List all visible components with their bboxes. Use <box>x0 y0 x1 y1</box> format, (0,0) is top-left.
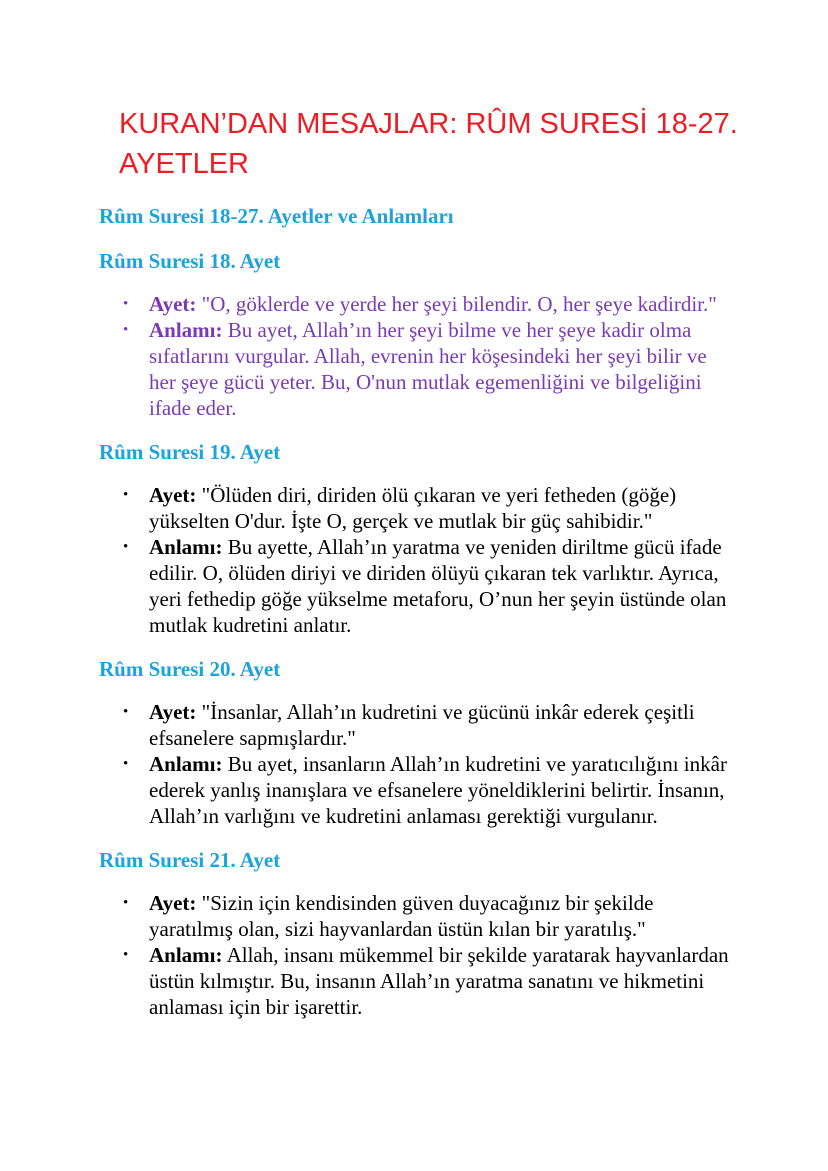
ayet-text: "Sizin için kendisinden güven duyacağınız bir şekilde yaratılmış olan, sizi hayvanlardan üstün kılan bir yaratılış." <box>149 891 654 941</box>
list-item-anlam <box>99 942 738 1020</box>
ayet-text: "O, göklerde ve yerde her şeyi bilendir. O, her şeye kadirdir." <box>196 292 717 316</box>
list-item-anlam <box>99 534 738 638</box>
ayet-label: Ayet: <box>149 700 197 724</box>
section-heading-21: Rûm Suresi 21. Ayet <box>99 848 281 872</box>
anlam-text: Bu ayet, insanların Allah’ın kudretini ve yaratıcılığını inkâr ederek yanlış inanışlara ve efsanelere yöneldiklerini belirtir. İnsanın, Allah’ın varlığını ve kudretini anlaması gerektiği vurgulanır. <box>149 752 727 828</box>
anlam-text: Allah, insanı mükemmel bir şekilde yaratarak hayvanlardan üstün kılmıştır. Bu, insanın Allah’ın yaratma sanatını ve hikmetini anlaması için bir işarettir. <box>149 943 729 1019</box>
anlam-text: Bu ayette, Allah’ın yaratma ve yeniden diriltme gücü ifade edilir. O, ölüden diriyi ve diriden ölüyü çıkaran tek varlıktır. Ayrıca, yeri fethedip göğe yükselme metaforu, O’nun her şeyin üstünde olan mutlak kudretini anlatır. <box>149 535 727 637</box>
section-list-18 <box>99 291 738 421</box>
list-item-ayet <box>99 890 738 942</box>
anlam-label: Anlamı: <box>149 535 223 559</box>
ayet-label: Ayet: <box>149 891 197 915</box>
bullet-icon: • <box>123 296 129 312</box>
section-list-19 <box>99 482 738 638</box>
ayet-text: "İnsanlar, Allah’ın kudretini ve gücünü inkâr ederek çeşitli efsanelere sapmışlardır." <box>149 700 695 750</box>
section-heading-18: Rûm Suresi 18. Ayet <box>99 249 281 273</box>
bullet-icon: • <box>123 895 129 911</box>
ayet-label: Ayet: <box>149 292 197 316</box>
main-heading: Rûm Suresi 18-27. Ayetler ve Anlamları <box>99 204 454 228</box>
anlam-text: Bu ayet, Allah’ın her şeyi bilme ve her şeye kadir olma sıfatlarını vurgular. Allah, evrenin her köşesindeki her şeyi bilir ve her şeye gücü yeter. Bu, O'nun mutlak egemenliğini ve bilgeliğini ifade eder. <box>149 318 707 420</box>
bullet-icon: • <box>123 756 129 772</box>
ayet-label: Ayet: <box>149 483 197 507</box>
bullet-icon: • <box>123 539 129 555</box>
list-item-ayet <box>99 699 738 751</box>
document-title: KURAN’DAN MESAJLAR: RÛM SURESİ 18-27. AYETLER <box>119 108 738 180</box>
list-item-ayet <box>99 291 738 317</box>
bullet-icon: • <box>123 704 129 720</box>
bullet-icon: • <box>123 947 129 963</box>
bullet-icon: • <box>123 322 129 338</box>
section-list-21 <box>99 890 738 1020</box>
anlam-label: Anlamı: <box>149 318 223 342</box>
section-heading-19: Rûm Suresi 19. Ayet <box>99 440 281 464</box>
ayet-text: "Ölüden diri, diriden ölü çıkaran ve yeri fetheden (göğe) yükselten O'dur. İşte O, gerçek ve mutlak bir güç sahibidir." <box>149 483 677 533</box>
list-item-ayet <box>99 482 738 534</box>
anlam-label: Anlamı: <box>149 943 223 967</box>
list-item-anlam <box>99 751 738 829</box>
list-item-anlam <box>99 317 738 421</box>
bullet-icon: • <box>123 487 129 503</box>
anlam-label: Anlamı: <box>149 752 223 776</box>
section-list-20 <box>99 699 738 829</box>
section-heading-20: Rûm Suresi 20. Ayet <box>99 657 281 681</box>
